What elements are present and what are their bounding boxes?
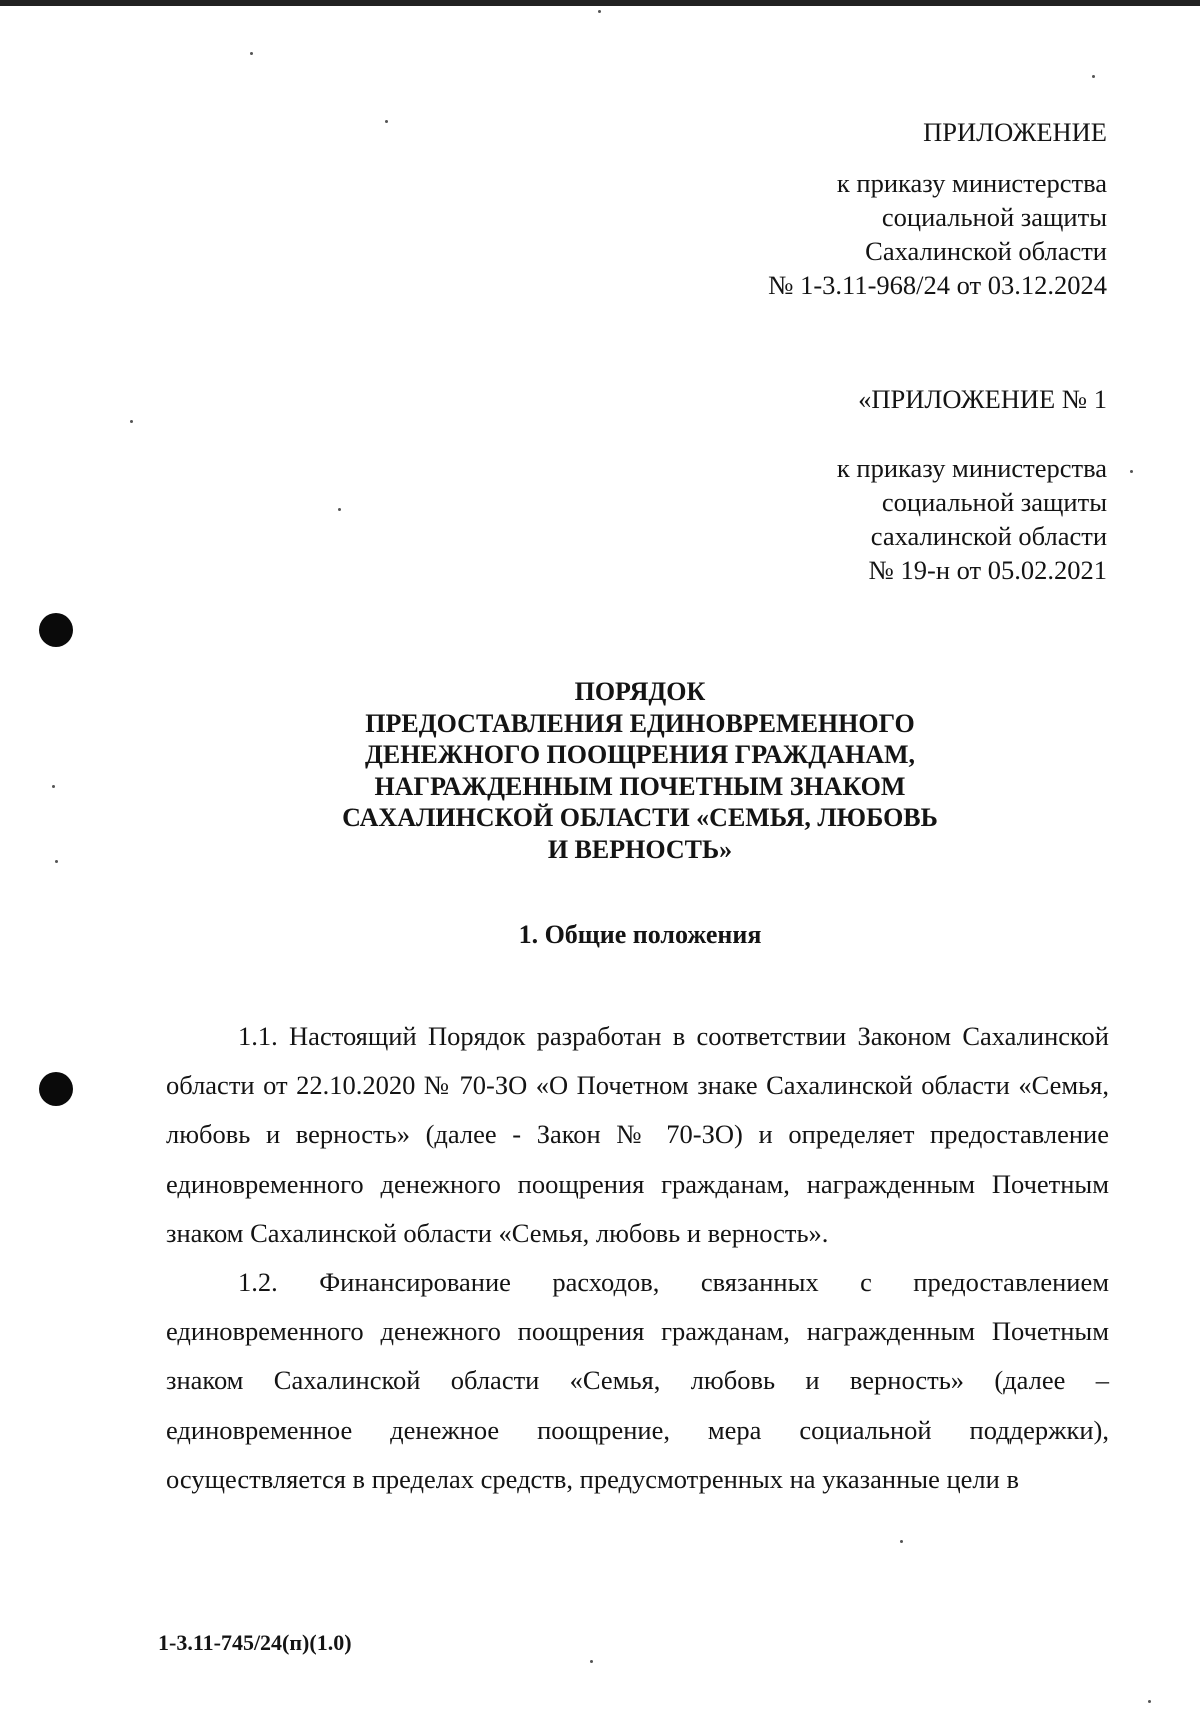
section-heading: 1. Общие положения [518, 920, 762, 949]
punch-hole-top [39, 613, 73, 647]
scan-speck [900, 1540, 903, 1543]
appendix-1-heading-text: ПРИЛОЖЕНИЕ [923, 117, 1107, 147]
appendix-2-line: сахалинской области [870, 521, 1107, 551]
scan-speck [598, 10, 601, 13]
appendix-1-line: к приказу министерства [836, 168, 1107, 198]
appendix-1-details [768, 166, 1107, 302]
appendix-1-heading [923, 115, 1107, 149]
scan-speck [1130, 470, 1133, 473]
scan-speck [130, 420, 133, 423]
appendix-1-order-number: № 1-3.11-968/24 от 03.12.2024 [768, 270, 1107, 300]
appendix-2-order-number: № 19-н от 05.02.2021 [868, 555, 1107, 585]
title-line: И ВЕРНОСТЬ» [547, 834, 733, 864]
paragraph-1-1: 1.1. Настоящий Порядок разработан в соответствии Законом Сахалинской области от 22.10.2020 № 70-ЗО «О Почетном знаке Сахалинской области «Семья, любовь и верность» (далее - Закон № 70-ЗО) и определяет предоставление единовременного денежного поощрения гражданам, награжденным Почетным знаком Сахалинской области «Семья, любовь и верность». [166, 1021, 1109, 1248]
scan-speck [250, 52, 253, 55]
scan-speck [1148, 1700, 1151, 1703]
title-line: ПОРЯДОК [574, 677, 706, 706]
document-code: 1-3.11-745/24(п)(1.0) [158, 1630, 352, 1655]
scan-speck [52, 785, 55, 788]
title-line: ПРЕДОСТАВЛЕНИЯ ЕДИНОВРЕМЕННОГО [365, 708, 915, 738]
punch-hole-bottom [39, 1072, 73, 1106]
appendix-2-heading [858, 382, 1107, 416]
appendix-2-line: социальной защиты [881, 487, 1107, 517]
title-line: САХАЛИНСКОЙ ОБЛАСТИ «СЕМЬЯ, ЛЮБОВЬ [342, 803, 938, 832]
appendix-1-line: социальной защиты [881, 202, 1107, 232]
title-line: НАГРАЖДЕННЫМ ПОЧЕТНЫМ ЗНАКОМ [374, 771, 906, 801]
title-line: ДЕНЕЖНОГО ПООЩРЕНИЯ ГРАЖДАНАМ, [364, 740, 916, 769]
appendix-2-heading-text: «ПРИЛОЖЕНИЕ № 1 [858, 384, 1107, 414]
appendix-2-details [837, 451, 1107, 587]
appendix-2-line: к приказу министерства [836, 453, 1107, 483]
scan-speck [590, 1660, 593, 1663]
scan-speck [385, 120, 388, 123]
scan-speck [55, 860, 58, 863]
paragraph-1-2: 1.2. Финансирование расходов, связанных с предоставлением единовременного денежного поощрения гражданам, награжденным Почетным знаком Сахалинской области «Семья, любовь и верность» (далее – единовременное денежное поощрение, мера социальной поддержки), осуществляется в пределах средств, предусмотренных на указанные цели в [166, 1267, 1109, 1494]
document-title [180, 676, 1100, 865]
scan-speck [1092, 75, 1095, 78]
appendix-1-line: Сахалинской области [865, 236, 1107, 266]
document-body [166, 1012, 1109, 1504]
scan-speck [338, 508, 341, 511]
scan-top-edge [0, 0, 1200, 6]
